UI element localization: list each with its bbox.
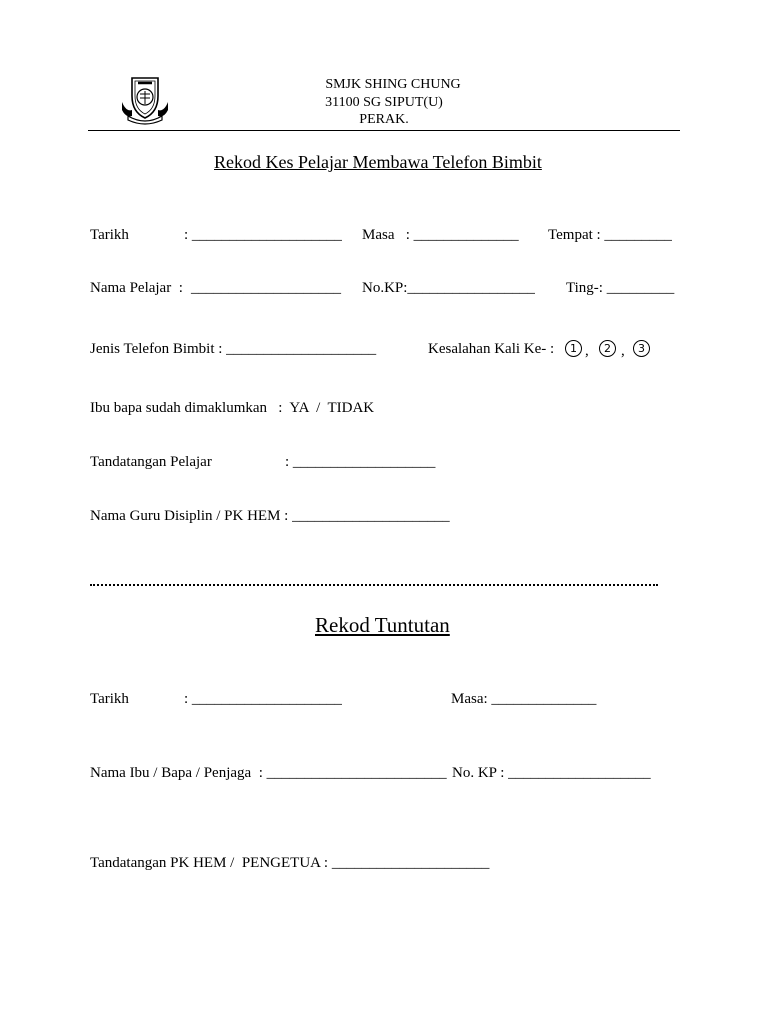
tandatangan-pelajar-field[interactable]: : ___________________ bbox=[285, 454, 436, 470]
kesalahan-label: Kesalahan Kali Ke- : bbox=[428, 341, 555, 357]
ting-field[interactable]: Ting-: _________ bbox=[566, 280, 675, 296]
guru-disiplin-field[interactable]: Nama Guru Disiplin / PK HEM : _____________________ bbox=[90, 508, 450, 524]
tarikh-label: Tarikh bbox=[90, 227, 129, 243]
school-crest-logo bbox=[118, 72, 172, 126]
cut-line-divider bbox=[90, 584, 658, 586]
masa-field[interactable]: Masa : ______________ bbox=[362, 227, 519, 243]
ibubapa-field[interactable]: Ibu bapa sudah dimaklumkan : YA / TIDAK bbox=[90, 400, 375, 416]
tandatangan-pelajar-label: Tandatangan Pelajar bbox=[90, 454, 212, 470]
offense-option-1[interactable]: 1 bbox=[565, 340, 582, 357]
tuntutan-tarikh-label: Tarikh bbox=[90, 691, 129, 707]
nama-pelajar-label: Nama Pelajar : bbox=[90, 280, 183, 296]
school-name: SMJK SHING CHUNG bbox=[325, 77, 461, 92]
school-state: PERAK. bbox=[359, 112, 409, 127]
offense-option-2[interactable]: 2 bbox=[599, 340, 616, 357]
offense-option-3[interactable]: 3 bbox=[633, 340, 650, 357]
header-divider bbox=[88, 130, 680, 131]
form-title: Rekod Kes Pelajar Membawa Telefon Bimbit bbox=[214, 152, 542, 172]
school-address: 31100 SG SIPUT(U) bbox=[325, 95, 443, 110]
tuntutan-masa-field[interactable]: Masa: ______________ bbox=[451, 691, 597, 707]
offense-separator: , bbox=[621, 343, 625, 359]
tuntutan-tarikh-field[interactable]: : ____________________ bbox=[184, 691, 342, 707]
jenis-telefon-field[interactable]: Jenis Telefon Bimbit : ____________________ bbox=[90, 341, 377, 357]
nokp-field[interactable]: No.KP:_________________ bbox=[362, 280, 535, 296]
nama-penjaga-field[interactable]: Nama Ibu / Bapa / Penjaga : ________________________ bbox=[90, 765, 447, 781]
tuntutan-nokp-field[interactable]: No. KP : ___________________ bbox=[452, 765, 651, 781]
tuntutan-title: Rekod Tuntutan bbox=[315, 613, 450, 637]
offense-separator: , bbox=[585, 343, 589, 359]
tarikh-field[interactable]: : ____________________ bbox=[184, 227, 342, 243]
nama-pelajar-field[interactable]: ____________________ bbox=[191, 280, 341, 296]
tandatangan-pengetua-field[interactable]: Tandatangan PK HEM / PENGETUA : _____________________ bbox=[90, 855, 490, 871]
tempat-field[interactable]: Tempat : _________ bbox=[548, 227, 672, 243]
